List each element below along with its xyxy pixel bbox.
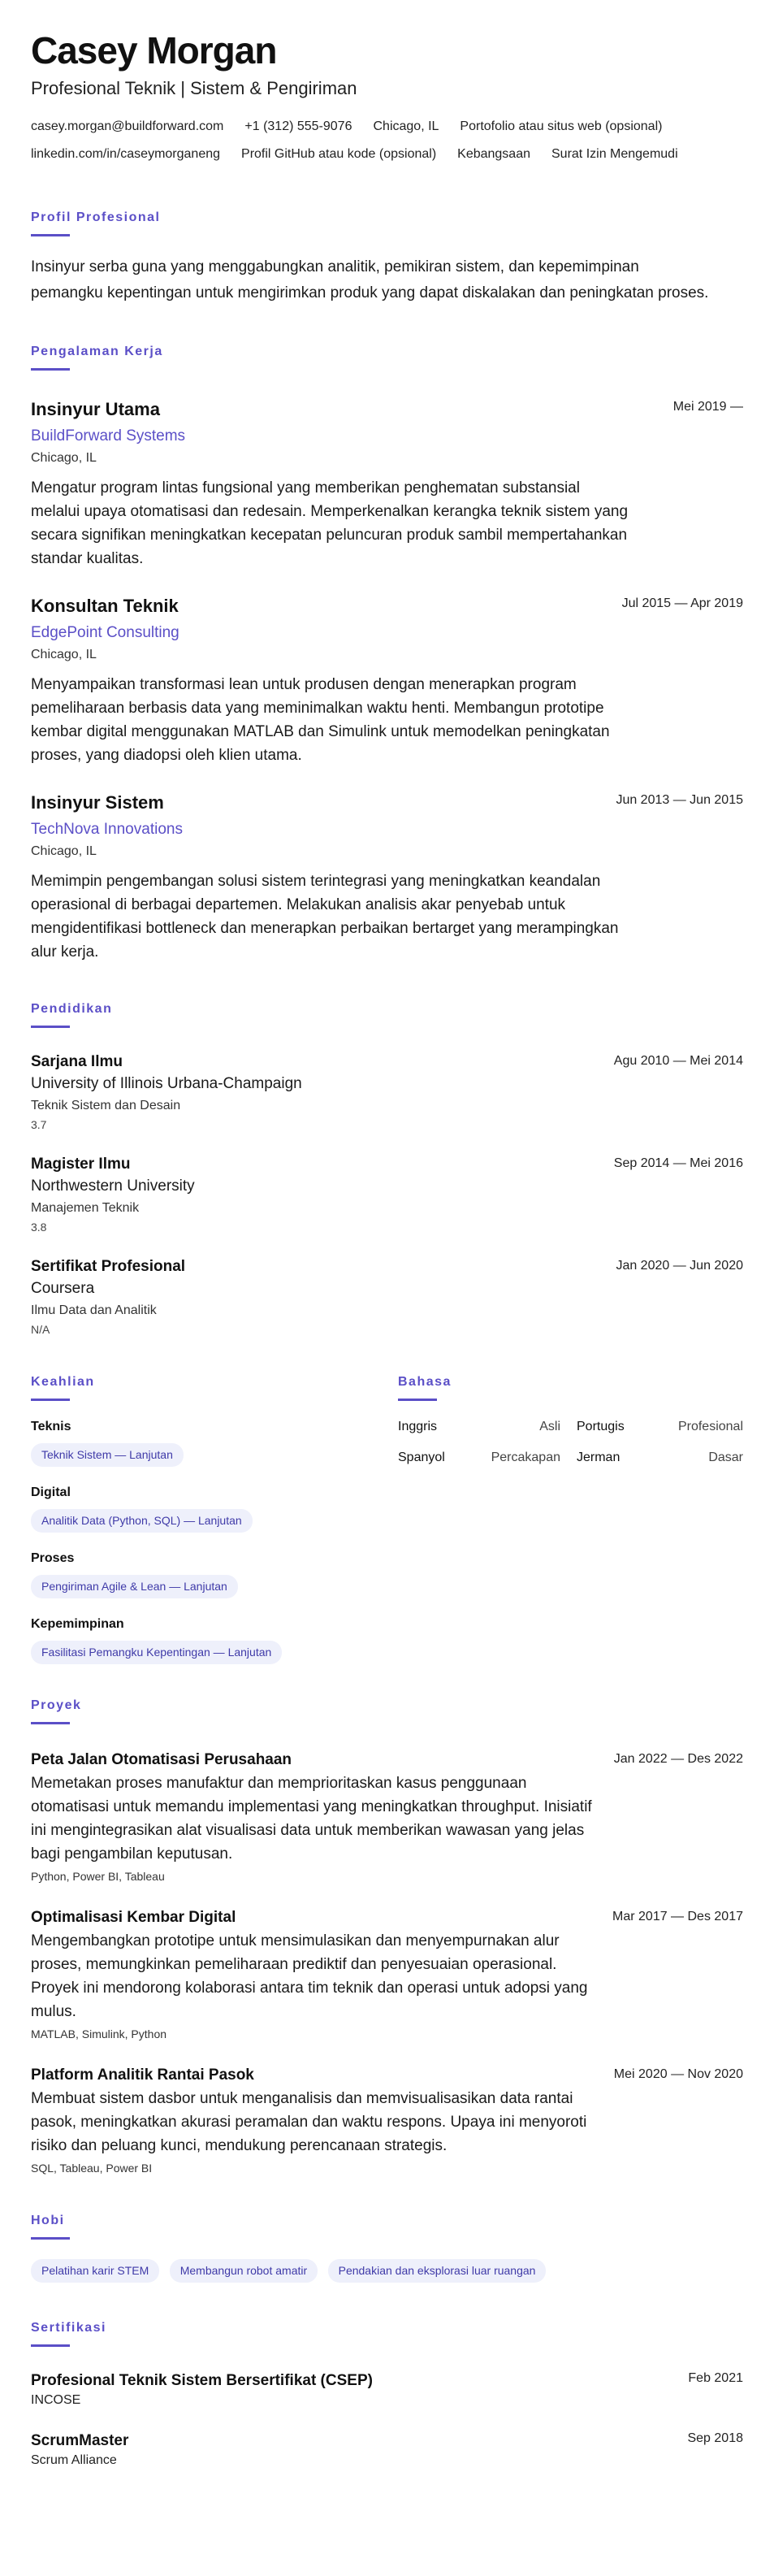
contact-list <box>31 119 746 174</box>
project-description: Mengembangkan prototipe untuk mensimulasikan dan menyempurnakan alur proses, memungkinkan pemeliharaan prediktif dan penyesuaian operasional. Proyek ini mendorong kolaborasi antara tim teknik dan operasi untuk adopsi yang mulus. <box>31 1932 588 2020</box>
project-tech: SQL, Tableau, Power BI <box>31 2162 153 2175</box>
section-divider <box>31 1399 70 1401</box>
hobbies-section <box>31 2213 743 2283</box>
institution-name: University of Illinois Urbana-Champaign <box>31 1075 302 1092</box>
skill-group <box>31 1485 388 1533</box>
degree-title: Sarjana Ilmu <box>31 1053 123 1070</box>
skill-chip: Pengiriman Agile & Lean — Lanjutan <box>31 1575 238 1598</box>
section-title-languages: Bahasa <box>398 1375 452 1389</box>
project-tech: Python, Power BI, Tableau <box>31 1870 165 1883</box>
language-level: Percakapan <box>491 1451 560 1464</box>
section-divider <box>31 2344 70 2347</box>
skills-section <box>31 1374 388 1664</box>
language-level: Asli <box>539 1420 560 1433</box>
hobby-chip: Pelatihan karir STEM <box>31 2259 159 2283</box>
experience-entry <box>31 398 743 570</box>
project-entry <box>31 1908 743 2041</box>
language-level: Dasar <box>708 1451 743 1464</box>
field-of-study: Teknik Sistem dan Desain <box>31 1099 181 1112</box>
certification-name: Profesional Teknik Sistem Bersertifikat (CSEP) <box>31 2372 373 2389</box>
degree-title: Sertifikat Profesional <box>31 1258 186 1275</box>
certification-entry <box>31 2431 743 2469</box>
language-name: Portugis <box>577 1420 625 1433</box>
section-divider <box>31 234 70 236</box>
job-location: Chicago, IL <box>31 648 97 661</box>
job-company: EdgePoint Consulting <box>31 624 179 641</box>
contact-location: Chicago, IL <box>373 119 439 133</box>
project-name: Peta Jalan Otomatisasi Perusahaan <box>31 1751 292 1768</box>
job-date: Jul 2015 — Apr 2019 <box>621 596 743 610</box>
skills-languages-row <box>31 1374 743 1683</box>
section-title-summary: Profil Profesional <box>31 210 161 224</box>
project-description: Memetakan proses manufaktur dan memprioritaskan kasus penggunaan otomatisasi untuk memandu implementasi yang meningkatkan throughput. Inisiatif ini mengintegrasikan alat visualisasi data untuk memberikan wawasan yang jelas bagi pengambilan keputusan. <box>31 1775 592 1863</box>
certification-issuer: INCOSE <box>31 2393 81 2407</box>
education-date: Sep 2014 — Mei 2016 <box>613 1156 743 1170</box>
contact-github[interactable]: Profil GitHub atau kode (opsional) <box>241 147 437 161</box>
language-list <box>398 1419 743 1466</box>
job-date: Mei 2019 — <box>672 400 743 414</box>
institution-name: Northwestern University <box>31 1177 195 1195</box>
section-title-projects: Proyek <box>31 1698 82 1712</box>
hobby-chip: Membangun robot amatir <box>170 2259 318 2283</box>
field-of-study: Ilmu Data dan Analitik <box>31 1303 157 1317</box>
skill-category: Kepemimpinan <box>31 1617 124 1631</box>
skill-group <box>31 1550 388 1598</box>
job-company: TechNova Innovations <box>31 821 183 838</box>
language-item <box>577 1450 743 1466</box>
language-item <box>398 1419 560 1435</box>
experience-entry <box>31 595 743 767</box>
section-divider <box>31 2237 70 2240</box>
skill-chip: Analitik Data (Python, SQL) — Lanjutan <box>31 1509 253 1533</box>
skill-chip: Teknik Sistem — Lanjutan <box>31 1443 184 1467</box>
job-location: Chicago, IL <box>31 451 97 465</box>
institution-name: Coursera <box>31 1280 95 1297</box>
project-name: Platform Analitik Rantai Pasok <box>31 2066 254 2084</box>
contact-email[interactable]: casey.morgan@buildforward.com <box>31 119 224 133</box>
project-date: Mei 2020 — Nov 2020 <box>613 2067 743 2081</box>
job-description: Menyampaikan transformasi lean untuk produsen dengan menerapkan program pemeliharaan berbasis data yang meminimalkan waktu henti. Membangun prototipe kembar digital menggunakan MATLAB dan Simulink untuk memodelkan peningkatan proses, yang diadopsi oleh klien utama. <box>31 676 610 764</box>
gpa-value: N/A <box>31 1323 50 1336</box>
project-date: Jan 2022 — Des 2022 <box>613 1752 743 1766</box>
section-divider <box>31 1026 70 1028</box>
job-company: BuildForward Systems <box>31 427 186 445</box>
certification-issuer: Scrum Alliance <box>31 2453 117 2467</box>
contact-nationality: Kebangsaan <box>457 147 530 161</box>
certifications-section <box>31 2320 743 2469</box>
skill-group <box>31 1419 388 1467</box>
contact-linkedin[interactable]: linkedin.com/in/caseymorganeng <box>31 147 221 161</box>
section-title-skills: Keahlian <box>31 1375 95 1389</box>
experience-section <box>31 344 743 964</box>
certification-date: Feb 2021 <box>688 2371 743 2385</box>
job-date: Jun 2013 — Jun 2015 <box>616 793 743 807</box>
job-title: Insinyur Utama <box>31 399 160 419</box>
education-date: Jan 2020 — Jun 2020 <box>616 1259 743 1273</box>
language-item <box>398 1450 560 1466</box>
job-location: Chicago, IL <box>31 844 97 858</box>
skill-category: Proses <box>31 1551 75 1565</box>
contact-phone[interactable]: +1 (312) 555-9076 <box>244 119 352 133</box>
languages-section <box>398 1374 743 1466</box>
skill-category: Teknis <box>31 1420 71 1433</box>
summary-section <box>31 210 743 306</box>
job-title: Konsultan Teknik <box>31 596 179 616</box>
gpa-value: 3.7 <box>31 1118 47 1131</box>
section-title-education: Pendidikan <box>31 1002 113 1016</box>
section-title-certifications: Sertifikasi <box>31 2321 106 2335</box>
experience-entry <box>31 791 743 964</box>
education-entry <box>31 1257 743 1337</box>
contact-portfolio[interactable]: Portofolio atau situs web (opsional) <box>460 119 663 133</box>
project-date: Mar 2017 — Des 2017 <box>612 1910 743 1923</box>
project-entry <box>31 1750 743 1884</box>
project-description: Membuat sistem dasbor untuk menganalisis dan memvisualisasikan data rantai pasok, meningkatkan akurasi peramalan dan waktu respons. Upaya ini menyoroti risiko dan peluang kunci, mendukung perencanaan strategis. <box>31 2090 587 2154</box>
degree-title: Magister Ilmu <box>31 1156 131 1173</box>
section-divider <box>31 1722 70 1724</box>
language-name: Inggris <box>398 1420 438 1433</box>
education-section <box>31 1001 743 1337</box>
language-name: Spanyol <box>398 1451 445 1464</box>
section-title-hobbies: Hobi <box>31 2214 65 2227</box>
job-title: Insinyur Sistem <box>31 792 164 813</box>
skill-category: Digital <box>31 1485 71 1499</box>
certification-entry <box>31 2371 743 2409</box>
language-item <box>577 1419 743 1435</box>
education-entry <box>31 1155 743 1234</box>
section-title-experience: Pengalaman Kerja <box>31 345 163 358</box>
hobby-list <box>31 2251 743 2283</box>
candidate-headline: Profesional Teknik | Sistem & Pengiriman <box>31 78 357 98</box>
projects-section <box>31 1698 743 2175</box>
gpa-value: 3.8 <box>31 1221 47 1234</box>
section-divider <box>398 1399 437 1401</box>
section-divider <box>31 368 70 371</box>
field-of-study: Manajemen Teknik <box>31 1201 140 1215</box>
summary-text: Insinyur serba guna yang menggabungkan analitik, pemikiran sistem, dan kepemimpinan pemangku kepentingan untuk mengirimkan produk yang dapat diskalakan dan peningkatan proses. <box>31 258 709 301</box>
job-description: Mengatur program lintas fungsional yang memberikan penghematan substansial melalui upaya otomatisasi dan redesain. Memperkenalkan kerangka teknik sistem yang secara signifikan meningkatkan kecepatan peluncuran produk sambil mempertahankan standar kualitas. <box>31 479 629 567</box>
language-level: Profesional <box>677 1420 743 1433</box>
hobby-chip: Pendakian dan eksplorasi luar ruangan <box>328 2259 547 2283</box>
language-name: Jerman <box>577 1451 620 1464</box>
education-entry <box>31 1052 743 1132</box>
project-tech: MATLAB, Simulink, Python <box>31 2027 167 2040</box>
project-entry <box>31 2066 743 2175</box>
contact-drivers-license: Surat Izin Mengemudi <box>551 147 678 161</box>
skill-group <box>31 1616 388 1664</box>
project-name: Optimalisasi Kembar Digital <box>31 1909 236 1926</box>
certification-date: Sep 2018 <box>687 2431 743 2445</box>
job-description: Memimpin pengembangan solusi sistem terintegrasi yang meningkatkan keandalan operasional di berbagai departemen. Melakukan analisis akar penyebab untuk mengidentifikasi bottleneck dan menerapkan perbaikan bertarget yang merampingkan alur kerja. <box>31 873 619 961</box>
skill-chip: Fasilitasi Pemangku Kepentingan — Lanjutan <box>31 1641 282 1664</box>
certification-name: ScrumMaster <box>31 2432 129 2449</box>
candidate-name: Casey Morgan <box>31 29 277 72</box>
education-date: Agu 2010 — Mei 2014 <box>613 1054 743 1068</box>
